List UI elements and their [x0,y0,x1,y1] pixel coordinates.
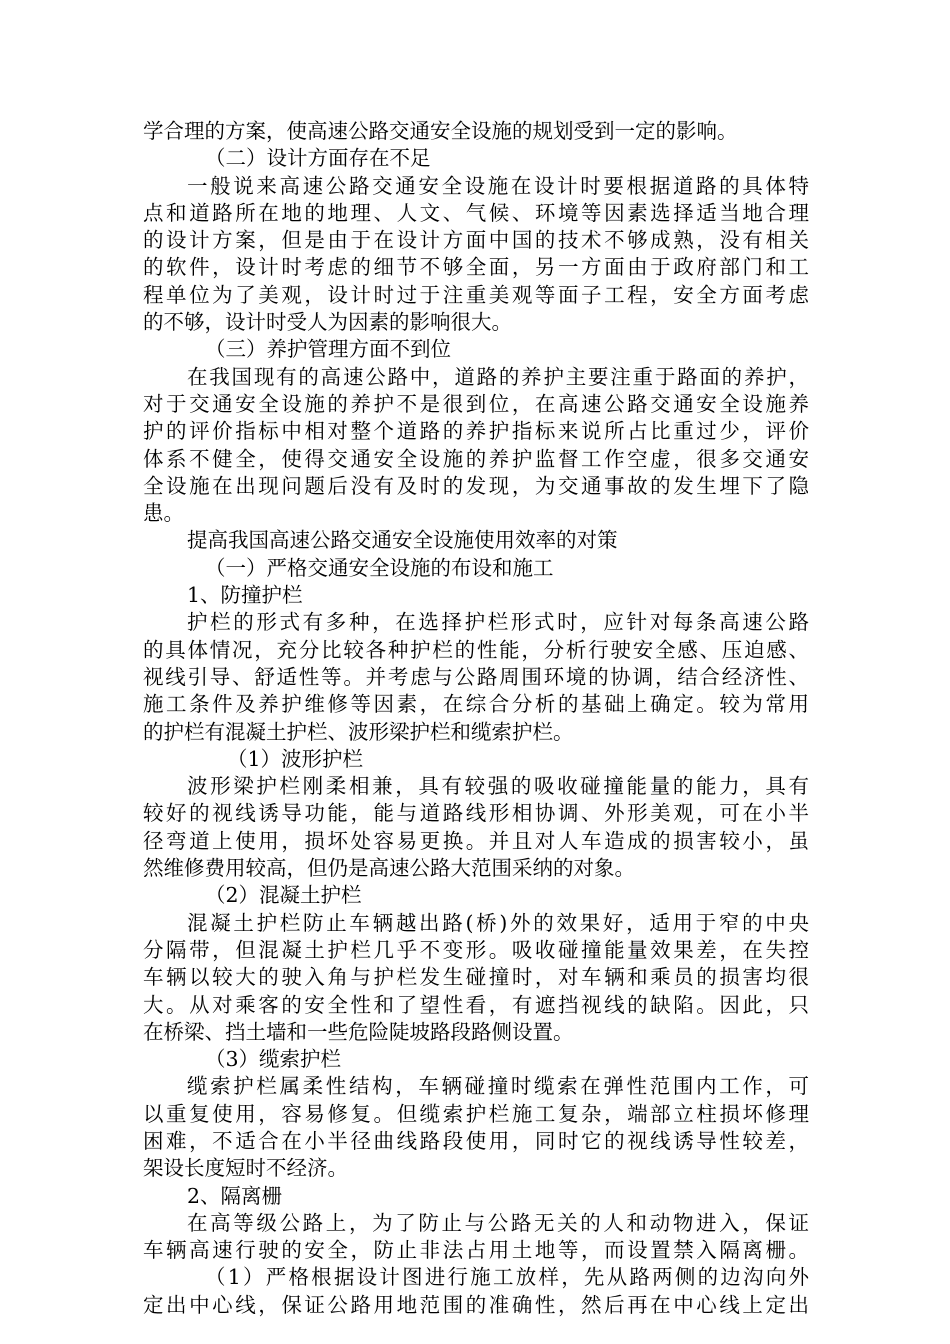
text-line: 2、隔离栅 [187,1183,283,1208]
text-line: 护栏的形式有多种，在选择护栏形式时，应针对每条高速公路 [187,610,809,635]
document-body [143,118,809,1319]
text-line: 程单位为了美观，设计时过于注重美观等面子工程，安全方面考虑 [143,282,809,307]
text-line: 的不够，设计时受人为因素的影响很大。 [143,310,512,335]
text-line: 定出中心线，保证公路用地范围的准确性，然后再在中心线上定出 [143,1292,809,1317]
text-line: 在高等级公路上，为了防止与公路无关的人和动物进入，保证 [187,1210,809,1235]
text-line: 一般说来高速公路交通安全设施在设计时要根据道路的具体特 [187,173,809,198]
text-line: 的设计方案，但是由于在设计方面中国的技术不够成熟，没有相关 [143,228,809,253]
text-line: 点和道路所在地的地理、人文、气候、环境等因素选择适当地合理 [143,200,809,225]
text-line: 较好的视线诱导功能，能与道路线形相协调、外形美观，可在小半 [143,801,809,826]
text-line: 车辆高速行驶的安全，防止非法占用土地等，而设置禁入隔离栅。 [143,1238,809,1263]
text-line: 提高我国高速公路交通安全设施使用效率的对策 [187,528,618,553]
text-line: 车辆以较大的驶入角与护栏发生碰撞时，对车辆和乘员的损害均很 [143,965,809,990]
text-line: 学合理的方案，使高速公路交通安全设施的规划受到一定的影响。 [143,119,738,143]
text-line: （1）波形护栏 [227,746,364,771]
text-line: 困难，不适合在小半径曲线路段使用，同时它的视线诱导性较差， [143,1128,809,1153]
text-line: （3）缆索护栏 [205,1047,342,1072]
text-line: 混凝土护栏防止车辆越出路(桥)外的效果好，适用于窄的中央 [187,910,809,935]
text-line: 在桥梁、挡土墙和一些危险陡坡路段路侧设置。 [143,1019,574,1044]
text-line: 的护栏有混凝土护栏、波形梁护栏和缆索护栏。 [143,719,574,744]
text-line: 的软件，设计时考虑的细节不够全面，另一方面由于政府部门和工 [143,255,809,280]
text-line: 架设长度短时不经济。 [143,1156,348,1181]
text-line: 在我国现有的高速公路中，道路的养护主要注重于路面的养护， [187,364,809,389]
text-line: 然维修费用较高，但仍是高速公路大范围采纳的对象。 [143,856,635,881]
text-line: （1）严格根据设计图进行施工放样，先从路两侧的边沟向外 [205,1265,809,1290]
text-line: 径弯道上使用，损坏处容易更换。并且对人车造成的损害较小，虽 [143,828,809,853]
text-line: 视线引导、舒适性等。并考虑与公路周围环境的协调，结合经济性、 [143,664,809,689]
text-line: 的具体情况，充分比较各种护栏的性能，分析行驶安全感、压迫感、 [143,637,809,662]
text-line: （三）养护管理方面不到位 [205,337,451,362]
text-line: 1、防撞护栏 [187,583,303,608]
text-line: 波形梁护栏刚柔相兼，具有较强的吸收碰撞能量的能力，具有 [187,774,809,799]
text-line: （二）设计方面存在不足 [205,146,431,171]
text-line: 以重复使用，容易修复。但缆索护栏施工复杂，端部立柱损坏修理 [143,1101,809,1126]
text-line: 施工条件及养护维修等因素，在综合分析的基础上确定。较为常用 [143,692,809,717]
text-line: 对于交通安全设施的养护不是很到位，在高速公路交通安全设施养 [143,391,809,416]
text-line: 患。 [143,501,184,526]
text-line: （2）混凝土护栏 [205,883,362,908]
text-line: 缆索护栏属柔性结构，车辆碰撞时缆索在弹性范围内工作，可 [187,1074,809,1099]
text-line: 大。从对乘客的安全性和了望性看，有遮挡视线的缺陷。因此，只 [143,992,809,1017]
text-line: 分隔带，但混凝土护栏几乎不变形。吸收碰撞能量效果差，在失控 [143,937,809,962]
text-line: 体系不健全，使得交通安全设施的养护监督工作空虚，很多交通安 [143,446,809,471]
text-line: 护的评价指标中相对整个道路的养护指标来说所占比重过少，评价 [143,419,809,444]
text-line: （一）严格交通安全设施的布设和施工 [205,555,554,580]
text-line: 全设施在出现问题后没有及时的发现，为交通事故的发生埋下了隐 [143,473,809,498]
